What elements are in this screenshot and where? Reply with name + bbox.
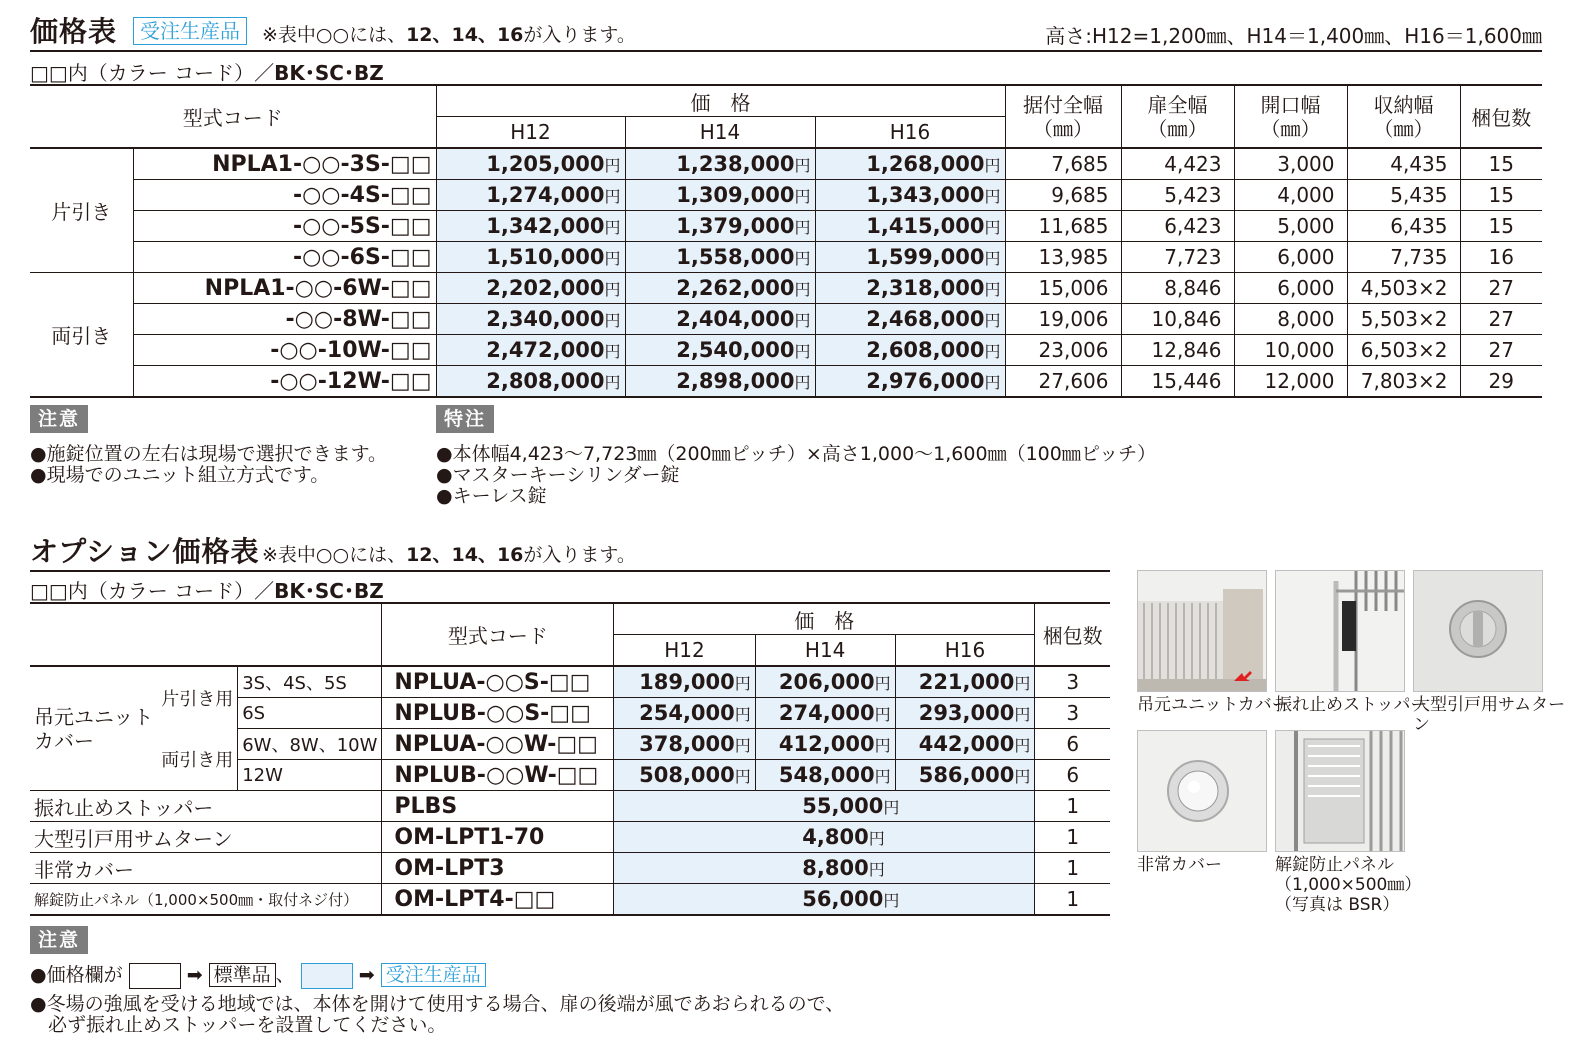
yen-unit: 円 xyxy=(984,156,1001,175)
table-row xyxy=(30,335,1542,366)
opening-type-label: 両引き用 xyxy=(161,750,234,772)
pack-cell: 6 xyxy=(1035,760,1110,791)
model-code: NPLA1-○○-3S-□□ xyxy=(133,148,436,180)
group-label: 片引き xyxy=(30,148,133,273)
yen-unit: 円 xyxy=(734,674,751,693)
size-variants: 6S xyxy=(238,698,382,729)
dimension-cell: 27,606 xyxy=(1005,366,1121,398)
price-cell xyxy=(625,148,815,180)
dimension-cell: 13,985 xyxy=(1005,242,1121,273)
option-header-pack: 梱包数 xyxy=(1035,603,1110,666)
pack-cell: 27 xyxy=(1460,273,1542,304)
dimension-cell: 5,435 xyxy=(1347,180,1460,211)
option-name: 振れ止めストッパー xyxy=(30,791,382,822)
special-item: ●キーレス錠 xyxy=(436,485,547,507)
standard-label: 標準品 xyxy=(209,963,276,987)
order-label: 受注生産品 xyxy=(381,963,486,987)
price-value: 1,342,000 xyxy=(486,214,605,238)
pack-cell: 3 xyxy=(1035,666,1110,698)
table-row xyxy=(30,148,1542,180)
model-code: -○○-4S-□□ xyxy=(133,180,436,211)
price-value: 189,000 xyxy=(639,670,735,694)
price-value: 1,599,000 xyxy=(866,245,985,269)
yen-unit: 円 xyxy=(984,280,1001,299)
caution-tag: 注意 xyxy=(30,405,88,433)
price-value: 412,000 xyxy=(778,732,875,756)
yen-unit: 円 xyxy=(984,311,1001,330)
option-header-price: 価 格 xyxy=(614,603,1035,635)
pack-cell: 1 xyxy=(1035,822,1110,853)
pack-cell: 1 xyxy=(1035,884,1110,916)
dimension-cell: 11,685 xyxy=(1005,211,1121,242)
dimension-cell: 7,803×2 xyxy=(1347,366,1460,398)
price-value: 293,000 xyxy=(918,701,1015,725)
yen-unit: 円 xyxy=(874,736,891,755)
page-title: 価格表 xyxy=(30,15,118,48)
yen-unit: 円 xyxy=(604,156,621,175)
price-cell xyxy=(436,366,625,398)
price-value: 1,558,000 xyxy=(676,245,795,269)
yen-unit: 円 xyxy=(984,187,1001,206)
option-header-model: 型式コード xyxy=(382,603,614,666)
dimension-cell: 6,435 xyxy=(1347,211,1460,242)
special-item: ●本体幅4,423～7,723㎜（200㎜ピッチ）×高さ1,000～1,600㎜（100㎜ピッチ） xyxy=(436,443,1157,465)
price-value: 274,000 xyxy=(778,701,875,725)
price-value: 2,318,000 xyxy=(866,276,985,300)
price-cell xyxy=(895,729,1035,760)
photo-caption: 解錠防止パネル （1,000×500㎜） （写真は BSR） xyxy=(1275,855,1422,915)
dimension-cell: 6,503×2 xyxy=(1347,335,1460,366)
option-header-h12: H12 xyxy=(614,635,756,667)
price-cell xyxy=(815,180,1005,211)
yen-unit: 円 xyxy=(868,829,885,848)
dimension-cell: 15,446 xyxy=(1121,366,1234,398)
yen-unit: 円 xyxy=(984,218,1001,237)
header-door-width: 扉全幅 （㎜） xyxy=(1121,85,1234,148)
yen-unit: 円 xyxy=(883,798,900,817)
caution-item: ●施錠位置の左右は現場で選択できます。 xyxy=(30,443,388,465)
yen-unit: 円 xyxy=(794,311,811,330)
model-code: -○○-12W-□□ xyxy=(133,366,436,398)
yen-unit: 円 xyxy=(604,249,621,268)
price-value: 2,472,000 xyxy=(486,338,605,362)
model-code: -○○-5S-□□ xyxy=(133,211,436,242)
dimension-cell: 5,503×2 xyxy=(1347,304,1460,335)
yen-unit: 円 xyxy=(604,311,621,330)
pack-cell: 29 xyxy=(1460,366,1542,398)
price-value: 221,000 xyxy=(918,670,1015,694)
price-cell xyxy=(755,729,895,760)
table-row xyxy=(30,729,1110,760)
pack-cell: 15 xyxy=(1460,180,1542,211)
price-value: 56,000 xyxy=(802,887,884,911)
dimension-cell: 19,006 xyxy=(1005,304,1121,335)
group-label: 両引き xyxy=(30,273,133,398)
price-cell xyxy=(614,822,1035,853)
price-cell xyxy=(815,335,1005,366)
emergency-cover-image xyxy=(1138,731,1266,851)
dimension-cell: 6,423 xyxy=(1121,211,1234,242)
caution-list xyxy=(30,444,387,486)
price-cell xyxy=(614,729,756,760)
price-cell xyxy=(436,304,625,335)
yen-unit: 円 xyxy=(1014,674,1031,693)
yen-unit: 円 xyxy=(794,249,811,268)
price-cell xyxy=(614,666,756,698)
price-value: 1,309,000 xyxy=(676,183,795,207)
price-value: 1,415,000 xyxy=(866,214,985,238)
price-cell xyxy=(436,273,625,304)
opening-type-label: 片引き用 xyxy=(157,666,238,729)
photo-caption: 振れ止めストッパー xyxy=(1275,695,1428,715)
special-order-tag: 特注 xyxy=(436,405,494,433)
header-model: 型式コード xyxy=(30,85,436,148)
table-row xyxy=(30,180,1542,211)
dimension-cell: 4,503×2 xyxy=(1347,273,1460,304)
dimension-cell: 5,423 xyxy=(1121,180,1234,211)
header-opening-width: 開口幅 （㎜） xyxy=(1234,85,1347,148)
dimension-cell: 7,735 xyxy=(1347,242,1460,273)
header-install-width: 据付全幅 （㎜） xyxy=(1005,85,1121,148)
price-value: 206,000 xyxy=(778,670,875,694)
yen-unit: 円 xyxy=(604,218,621,237)
price-cell xyxy=(436,335,625,366)
price-cell xyxy=(625,304,815,335)
dimension-cell: 23,006 xyxy=(1005,335,1121,366)
price-value: 2,468,000 xyxy=(866,307,985,331)
model-code: -○○-8W-□□ xyxy=(133,304,436,335)
price-cell xyxy=(895,666,1035,698)
photo-caption: 大型引戸用サムターン xyxy=(1413,695,1566,735)
table-row xyxy=(30,273,1542,304)
price-cell xyxy=(755,666,895,698)
yen-unit: 円 xyxy=(734,767,751,786)
price-cell xyxy=(614,791,1035,822)
special-list xyxy=(436,444,1156,507)
price-cell xyxy=(755,698,895,729)
option-model-code: OM-LPT3 xyxy=(382,853,614,884)
yen-unit: 円 xyxy=(734,736,751,755)
price-cell xyxy=(755,760,895,791)
header-pack: 梱包数 xyxy=(1460,85,1542,148)
price-value: 2,202,000 xyxy=(486,276,605,300)
dimension-cell: 8,000 xyxy=(1234,304,1347,335)
photo-caption: 非常カバー xyxy=(1137,855,1222,875)
yen-unit: 円 xyxy=(604,342,621,361)
divider xyxy=(30,50,1542,52)
header-h16: H16 xyxy=(815,117,1005,149)
price-cell xyxy=(614,884,1035,916)
thumbturn-photo xyxy=(1413,570,1543,692)
dimension-cell: 15,006 xyxy=(1005,273,1121,304)
pack-cell: 1 xyxy=(1035,791,1110,822)
price-cell xyxy=(815,242,1005,273)
price-value: 2,404,000 xyxy=(676,307,795,331)
price-cell xyxy=(625,242,815,273)
special-item: ●マスターキーシリンダー錠 xyxy=(436,464,680,486)
option-name: 非常カバー xyxy=(30,853,382,884)
price-cell xyxy=(614,853,1035,884)
dimension-cell: 5,000 xyxy=(1234,211,1347,242)
main-price-table xyxy=(30,84,1542,398)
price-value: 2,808,000 xyxy=(486,369,605,393)
price-cell xyxy=(436,148,625,180)
unit-cover-label-1: 吊元ユニット xyxy=(34,704,154,729)
price-cell xyxy=(895,760,1035,791)
option-model-code: NPLUB-○○S-□□ xyxy=(382,698,614,729)
price-value: 2,340,000 xyxy=(486,307,605,331)
option-model-code: NPLUA-○○S-□□ xyxy=(382,666,614,698)
dimension-cell: 7,723 xyxy=(1121,242,1234,273)
dimension-cell: 6,000 xyxy=(1234,242,1347,273)
yen-unit: 円 xyxy=(874,705,891,724)
price-cell xyxy=(436,180,625,211)
price-cell xyxy=(436,211,625,242)
yen-unit: 円 xyxy=(984,342,1001,361)
unit-cover-label-2: カバー xyxy=(34,728,94,753)
price-cell xyxy=(815,304,1005,335)
fill-note: ※表中○○には、12、14、16が入ります。 xyxy=(262,24,636,46)
price-legend: ●価格欄が ➡ 標準品 、 ➡ 受注生産品 xyxy=(30,962,486,989)
price-cell xyxy=(614,760,756,791)
dimension-cell: 10,000 xyxy=(1234,335,1347,366)
dimension-cell: 4,423 xyxy=(1121,148,1234,180)
yen-unit: 円 xyxy=(868,860,885,879)
unit-cover-photo xyxy=(1137,570,1267,692)
yen-unit: 円 xyxy=(604,280,621,299)
yen-unit: 円 xyxy=(883,891,900,910)
option-model-code: OM-LPT4-□□ xyxy=(382,884,614,916)
table-row xyxy=(30,791,1110,822)
option-model-code: NPLUA-○○W-□□ xyxy=(382,729,614,760)
option-model-code: PLBS xyxy=(382,791,614,822)
price-cell xyxy=(625,273,815,304)
price-cell xyxy=(625,335,815,366)
option-divider xyxy=(30,570,1110,572)
price-cell xyxy=(625,211,815,242)
price-cell xyxy=(625,180,815,211)
table-row xyxy=(30,211,1542,242)
price-cell xyxy=(815,148,1005,180)
table-row xyxy=(30,884,1110,916)
price-value: 2,262,000 xyxy=(676,276,795,300)
table-row xyxy=(30,366,1542,398)
model-code: -○○-10W-□□ xyxy=(133,335,436,366)
pack-cell: 3 xyxy=(1035,698,1110,729)
dimension-cell: 4,000 xyxy=(1234,180,1347,211)
yen-unit: 円 xyxy=(734,705,751,724)
yen-unit: 円 xyxy=(794,373,811,392)
size-variants: 12W xyxy=(238,760,382,791)
price-value: 378,000 xyxy=(639,732,735,756)
price-value: 1,205,000 xyxy=(486,152,605,176)
order-swatch xyxy=(301,963,353,989)
table-row xyxy=(30,304,1542,335)
price-cell xyxy=(625,366,815,398)
model-code: NPLA1-○○-6W-□□ xyxy=(133,273,436,304)
price-value: 2,898,000 xyxy=(676,369,795,393)
standard-swatch xyxy=(129,963,181,989)
price-value: 55,000 xyxy=(802,794,884,818)
pack-cell: 1 xyxy=(1035,853,1110,884)
yen-unit: 円 xyxy=(984,373,1001,392)
option-name: 大型引戸用サムターン xyxy=(30,822,382,853)
dimension-cell: 4,435 xyxy=(1347,148,1460,180)
price-value: 1,238,000 xyxy=(676,152,795,176)
price-value: 2,540,000 xyxy=(676,338,795,362)
dimension-cell: 12,846 xyxy=(1121,335,1234,366)
option-fill-note: ※表中○○には、12、14、16が入ります。 xyxy=(262,544,636,566)
yen-unit: 円 xyxy=(794,280,811,299)
pack-cell: 27 xyxy=(1460,335,1542,366)
price-value: 254,000 xyxy=(639,701,735,725)
option-header-h14: H14 xyxy=(755,635,895,667)
made-to-order-badge: 受注生産品 xyxy=(133,17,247,45)
option-model-code: NPLUB-○○W-□□ xyxy=(382,760,614,791)
option-caution-text: ●冬場の強風を受ける地域では、本体を開けて使用する場合、扉の後端が風であおられるので、 必ず振れ止めストッパーを設置してください。 xyxy=(30,993,845,1036)
price-value: 508,000 xyxy=(639,763,735,787)
dimension-cell: 3,000 xyxy=(1234,148,1347,180)
pack-cell: 6 xyxy=(1035,729,1110,760)
price-value: 4,800 xyxy=(802,825,869,849)
header-h12: H12 xyxy=(436,117,625,149)
yen-unit: 円 xyxy=(1014,767,1031,786)
price-value: 1,510,000 xyxy=(486,245,605,269)
yen-unit: 円 xyxy=(794,218,811,237)
anti-unlock-panel-photo xyxy=(1275,730,1405,852)
dimension-cell: 8,846 xyxy=(1121,273,1234,304)
yen-unit: 円 xyxy=(874,674,891,693)
emergency-cover-photo xyxy=(1137,730,1267,852)
dimension-cell: 9,685 xyxy=(1005,180,1121,211)
yen-unit: 円 xyxy=(1014,736,1031,755)
yen-unit: 円 xyxy=(874,767,891,786)
dimension-cell: 7,685 xyxy=(1005,148,1121,180)
pack-cell: 15 xyxy=(1460,211,1542,242)
caution-item: ●現場でのユニット組立方式です。 xyxy=(30,464,330,486)
header-storage-width: 収納幅 （㎜） xyxy=(1347,85,1460,148)
option-title: オプション価格表 xyxy=(30,535,260,568)
model-code: -○○-6S-□□ xyxy=(133,242,436,273)
header-h14: H14 xyxy=(625,117,815,149)
price-cell xyxy=(614,698,756,729)
gate-unit-cover-image xyxy=(1138,571,1266,691)
pack-cell: 27 xyxy=(1460,304,1542,335)
yen-unit: 円 xyxy=(984,249,1001,268)
option-price-table xyxy=(30,602,1110,916)
photo-caption: 吊元ユニットカバー xyxy=(1137,695,1289,715)
yen-unit: 円 xyxy=(1014,705,1031,724)
stopper-photo xyxy=(1275,570,1405,692)
thumbturn-image xyxy=(1414,571,1542,691)
option-header-h16: H16 xyxy=(895,635,1035,667)
stopper-image xyxy=(1276,571,1404,691)
header-price: 価 格 xyxy=(436,85,1005,117)
price-value: 1,268,000 xyxy=(866,152,985,176)
yen-unit: 円 xyxy=(794,156,811,175)
price-value: 586,000 xyxy=(918,763,1015,787)
price-value: 442,000 xyxy=(918,732,1015,756)
yen-unit: 円 xyxy=(794,187,811,206)
size-variants: 6W、8W、10W xyxy=(238,729,382,760)
yen-unit: 円 xyxy=(794,342,811,361)
table-row xyxy=(30,853,1110,884)
option-caution-tag: 注意 xyxy=(30,926,88,954)
table-row xyxy=(30,822,1110,853)
pack-cell: 16 xyxy=(1460,242,1542,273)
unit-cover-label xyxy=(30,666,157,791)
price-value: 1,379,000 xyxy=(676,214,795,238)
price-cell xyxy=(815,211,1005,242)
size-variants: 3S、4S、5S xyxy=(238,666,382,698)
dimension-cell: 6,000 xyxy=(1234,273,1347,304)
dimension-cell: 10,846 xyxy=(1121,304,1234,335)
anti-unlock-panel-image xyxy=(1276,731,1404,851)
price-value: 1,274,000 xyxy=(486,183,605,207)
price-value: 2,976,000 xyxy=(866,369,985,393)
heights-note: 高さ:H12=1,200㎜、H14＝1,400㎜、H16＝1,600㎜ xyxy=(1045,24,1542,48)
price-value: 8,800 xyxy=(802,856,869,880)
price-cell xyxy=(436,242,625,273)
yen-unit: 円 xyxy=(604,373,621,392)
option-model-code: OM-LPT1-70 xyxy=(382,822,614,853)
price-cell xyxy=(815,273,1005,304)
color-code-note: □□内（カラー コード）／BK･SC･BZ xyxy=(30,61,384,85)
price-value: 2,608,000 xyxy=(866,338,985,362)
price-value: 548,000 xyxy=(778,763,875,787)
option-color-code-note: □□内（カラー コード）／BK･SC･BZ xyxy=(30,579,384,603)
option-name: 解錠防止パネル（1,000×500㎜・取付ネジ付） xyxy=(30,884,382,916)
dimension-cell: 12,000 xyxy=(1234,366,1347,398)
table-row xyxy=(30,666,1110,698)
table-row xyxy=(30,242,1542,273)
price-value: 1,343,000 xyxy=(866,183,985,207)
price-cell xyxy=(895,698,1035,729)
pack-cell: 15 xyxy=(1460,148,1542,180)
yen-unit: 円 xyxy=(604,187,621,206)
price-cell xyxy=(815,366,1005,398)
